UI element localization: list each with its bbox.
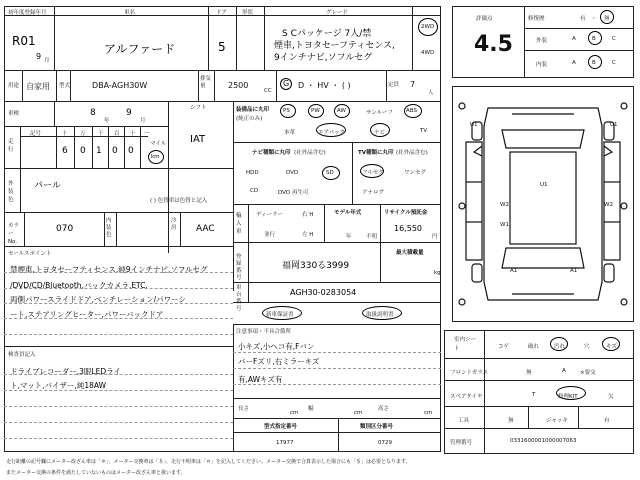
fuel-options: D ・ HV ・ ( ) — [298, 81, 351, 90]
grade-label: グレード — [326, 10, 349, 16]
max-load-unit: kg — [434, 270, 441, 276]
exterior-color-label: 外装色 — [8, 181, 14, 203]
mileage-col-hyaku: 百 — [114, 131, 120, 137]
mileage-col-sen: 千 — [98, 131, 104, 137]
repair-yes: 有 — [580, 16, 586, 22]
first-reg-month-unit: 月 — [44, 58, 50, 64]
import-parallel: 並行 — [264, 232, 276, 238]
mileage-col-mile: マイル — [150, 141, 167, 147]
footer-line-1: 走行距離の記号欄にメーター改ざん車は「＊」、メーター交換車は「＄」、走行不明車は「＃」を記入してください。メーター交換で合算表示した場合にも「＄」は必要となります。 — [6, 459, 411, 465]
interior-grade-c: C — [612, 60, 616, 66]
navi-dvd: DVD — [286, 170, 299, 176]
model-label: 型式 — [59, 83, 71, 89]
exterior-grade-c: C — [612, 36, 616, 42]
equip-tv: TV — [420, 128, 428, 134]
spare-missing: 欠 — [608, 394, 614, 400]
exterior-grade-a: A — [572, 36, 576, 42]
width-unit: cm — [354, 410, 363, 416]
inspection-year-unit: 年 — [104, 118, 110, 124]
tv-type-title: TV種類に丸印 — [358, 150, 394, 156]
grade-line-1: S Cパッケージ 7人/禁 — [282, 29, 372, 39]
mark-u1-right: U1 — [610, 122, 618, 128]
interior-grade-b: B — [592, 60, 596, 66]
windshield-none: 無 — [526, 370, 532, 376]
mileage-digit-3: 1 — [96, 146, 102, 156]
owner-manual: 取扱説明書 — [366, 312, 394, 318]
interior-grade-label: 内装 — [536, 62, 548, 68]
capacity-value: 7 — [410, 80, 416, 89]
repair-sep: ・ — [591, 16, 597, 22]
jack-label: ジャッキ — [546, 418, 568, 424]
navi-sd: SD — [326, 170, 334, 176]
inspector-line-1: ドライブレコーダー,3眼LEDライ — [10, 367, 121, 376]
equip-ps: PS — [283, 108, 290, 114]
mileage-col-mark: 記号 — [30, 131, 42, 137]
equip-navi: ナビ — [374, 130, 386, 136]
spare-t: T — [532, 392, 536, 398]
mileage-digit-4: 0 — [112, 146, 118, 156]
shape-label: 形状 — [242, 10, 254, 16]
navi-cd: CD — [250, 188, 259, 194]
ac-value: AAC — [196, 224, 215, 234]
mileage-col-ten-k: 十 — [62, 131, 68, 137]
model-year-unknown: 不明 — [366, 234, 378, 240]
shift-value: IAT — [190, 134, 206, 145]
class-no-value: 0729 — [378, 440, 392, 446]
jack-value: 有 — [604, 418, 610, 424]
type-no-label: 型式指定番号 — [264, 424, 298, 430]
spare-tire-label: スペアタイヤ — [450, 394, 483, 400]
exterior-grade-label: 外装 — [536, 38, 548, 44]
mgmt-label: 管理番号 — [450, 440, 473, 446]
equip-leather: 本革 — [284, 130, 296, 136]
car-name-value: アルファード — [104, 42, 176, 56]
max-load-label: 最大積載量 — [396, 250, 424, 256]
first-reg-label: 初年度登録年月 — [8, 10, 47, 16]
interior-color-label: 内装色 — [106, 218, 112, 238]
mark-u1-center: U1 — [540, 182, 548, 188]
person-unit: 人 — [428, 90, 434, 96]
fuel-g: G — [283, 79, 290, 88]
interior-grade-a: A — [572, 60, 576, 66]
sales-point-line-2: /DVD/CD/Bluetooth,バックカメラ,ETC, — [10, 281, 148, 290]
length-label: 長さ — [238, 406, 250, 412]
chassis-label: 車台番号 — [236, 285, 242, 312]
tv-type-note: (社外品含む) — [396, 150, 428, 156]
import-right-h: 右 H — [302, 212, 314, 218]
seat-hole: 穴 — [584, 344, 590, 350]
use-value: 自家用 — [26, 82, 50, 91]
shift-label: シフト — [190, 105, 207, 111]
chassis-value: AGH30-0283054 — [290, 288, 357, 297]
notes-line-1: 小キズ,小へコ有,Fバン — [238, 342, 315, 351]
door-label: ドア — [216, 10, 227, 16]
notes-line-3: 有,AWキズ有 — [238, 375, 283, 384]
windshield-replace: ×要交 — [580, 370, 596, 376]
exterior-color-value: パール — [34, 181, 61, 191]
equipment-title: 装備品に丸印 — [236, 107, 270, 113]
mark-a1-left: A1 — [510, 268, 518, 274]
height-label: 高さ — [378, 406, 390, 412]
equip-pw: PW — [311, 108, 320, 114]
inspector-label: 検査員記入 — [8, 352, 36, 358]
equip-sunroof: サンルーフ — [366, 110, 393, 116]
new-car-guarantee: 新車保証書 — [266, 312, 294, 318]
tv-analog: アナログ — [362, 190, 385, 196]
seat-scorch: コゲ — [498, 344, 510, 350]
mark-a1-right: A1 — [570, 268, 578, 274]
class-no-label: 類別区分番号 — [360, 424, 394, 430]
equip-airbag: エアバック — [318, 130, 346, 136]
ac-label: 冷房 — [171, 218, 177, 231]
drive-2wd: 2WD — [421, 24, 435, 30]
grade-line-2: 煙車,トヨタセーフティセンス, — [274, 41, 395, 51]
mgmt-value: 0331600001000007063 — [510, 438, 577, 444]
windshield-a: A — [562, 368, 566, 374]
mark-w2-right: W2 — [604, 202, 613, 208]
displacement-value: 2500 — [228, 81, 249, 90]
navi-type-note: (社外品含む) — [294, 150, 326, 156]
first-reg-month: 9 — [36, 52, 42, 61]
car-name-label: 車名 — [124, 10, 136, 16]
model-year-label: モデル年式 — [334, 210, 362, 216]
repair-label: 修復歴 — [528, 16, 545, 22]
mileage-unit: km — [151, 154, 160, 160]
model-year-unit: 年 — [346, 234, 352, 240]
equipment-subtitle: (純正のみ) — [236, 116, 263, 122]
mileage-label: 走行 — [8, 139, 14, 153]
mileage-digit-5: 0 — [128, 146, 134, 156]
navi-hdd: HDD — [246, 170, 259, 176]
seat-scratch: キズ — [606, 344, 617, 350]
tools-value: 無 — [508, 418, 514, 424]
recycle-yen: 円 — [432, 234, 438, 240]
cc-unit: CC — [264, 88, 272, 94]
mileage-col-man: 万 — [80, 131, 86, 137]
registration-value: 福岡330る3999 — [282, 261, 350, 271]
inspection-year: 8 — [90, 108, 96, 118]
import-dealer: ディーラー — [256, 212, 284, 218]
seat-tear: 破れ — [528, 344, 540, 350]
drive-4wd: 4WD — [421, 50, 435, 56]
import-label: 輸入車 — [236, 213, 242, 235]
notes-line-2: パーFズリ,右ミラーキズ — [238, 357, 320, 366]
tools-label: 工具 — [458, 418, 470, 424]
grade-line-3: 9インチナビ,ソフルセグ — [274, 53, 373, 63]
capacity-label: 定員 — [388, 82, 400, 88]
sales-point-line-3: 両側パワースライドドア,ベンチレーション/パワーシ — [10, 295, 186, 304]
equip-aw: AW — [337, 108, 346, 114]
seat-label: 室内シート — [454, 337, 477, 352]
mileage-digit-1: 6 — [62, 146, 68, 156]
exterior-grade-b: B — [592, 36, 596, 42]
first-reg-value: R01 — [12, 34, 36, 48]
mileage-col-ju: 十 — [130, 131, 136, 137]
registration-label: 登録番号 — [236, 254, 242, 281]
mileage-col-ichi: 一 — [144, 131, 150, 137]
footer-line-2: またメーター交換の条件を満たしていないものはメーター改ざん車と扱います。 — [6, 470, 186, 476]
mileage-digit-2: 0 — [80, 146, 86, 156]
length-unit: cm — [290, 410, 299, 416]
navi-type-title: ナビ種類に丸印 — [252, 150, 291, 156]
mark-w1: W1 — [500, 222, 509, 228]
windshield-label: フロントガラス — [450, 370, 489, 376]
model-value: DBA-AGH30W — [92, 81, 148, 90]
recycle-value: 16,550 — [394, 224, 422, 233]
score-label: 評価点 — [476, 16, 493, 22]
sales-point-line-1: 禁煙車,トヨタセーフティセンス,純9インチナビ,ソフルセグ — [10, 265, 208, 274]
mark-w2-left: W2 — [500, 202, 509, 208]
door-count-value: 5 — [218, 40, 226, 54]
inspector-line-2: ト,マット,バイザー,純18AW — [10, 381, 107, 390]
exterior-color-note: ( ) 色替車は色替と記入 — [150, 198, 208, 204]
tv-oneseg: ワンセグ — [404, 170, 427, 176]
color-no-value: 070 — [56, 224, 74, 234]
type-no-value: 17977 — [276, 440, 294, 446]
inspection-label: 車検 — [8, 111, 20, 117]
equip-abs: ABS — [406, 108, 417, 114]
width-label: 幅 — [308, 406, 314, 412]
displacement-label: 排気量 — [200, 76, 212, 89]
repair-no: 無 — [604, 16, 610, 22]
import-left-h: 左 H — [302, 232, 314, 238]
navi-dvd-play: DVD 再生可 — [278, 190, 309, 196]
inspection-month-unit: 月 — [140, 118, 146, 124]
color-no-label: カラーNo. — [8, 223, 20, 245]
seat-dirt: 汚れ — [554, 344, 566, 350]
sales-point-label: セールスポイント — [8, 251, 52, 257]
height-unit: cm — [424, 410, 433, 416]
recycle-label: リサイクル預託金 — [384, 210, 428, 216]
notes-label: 注意事項・不具合箇所 — [236, 329, 292, 335]
inspection-month: 9 — [126, 108, 132, 118]
score-value: 4.5 — [474, 32, 513, 57]
use-label: 用途 — [8, 83, 20, 89]
mark-u1-left: U1 — [470, 122, 478, 128]
tv-fullseg: フルセグ — [362, 170, 384, 176]
spare-repair-kit: 修理KIT — [558, 394, 578, 400]
sales-point-line-4: ート,ステアリングヒーター,パワーバックドア — [10, 310, 164, 319]
